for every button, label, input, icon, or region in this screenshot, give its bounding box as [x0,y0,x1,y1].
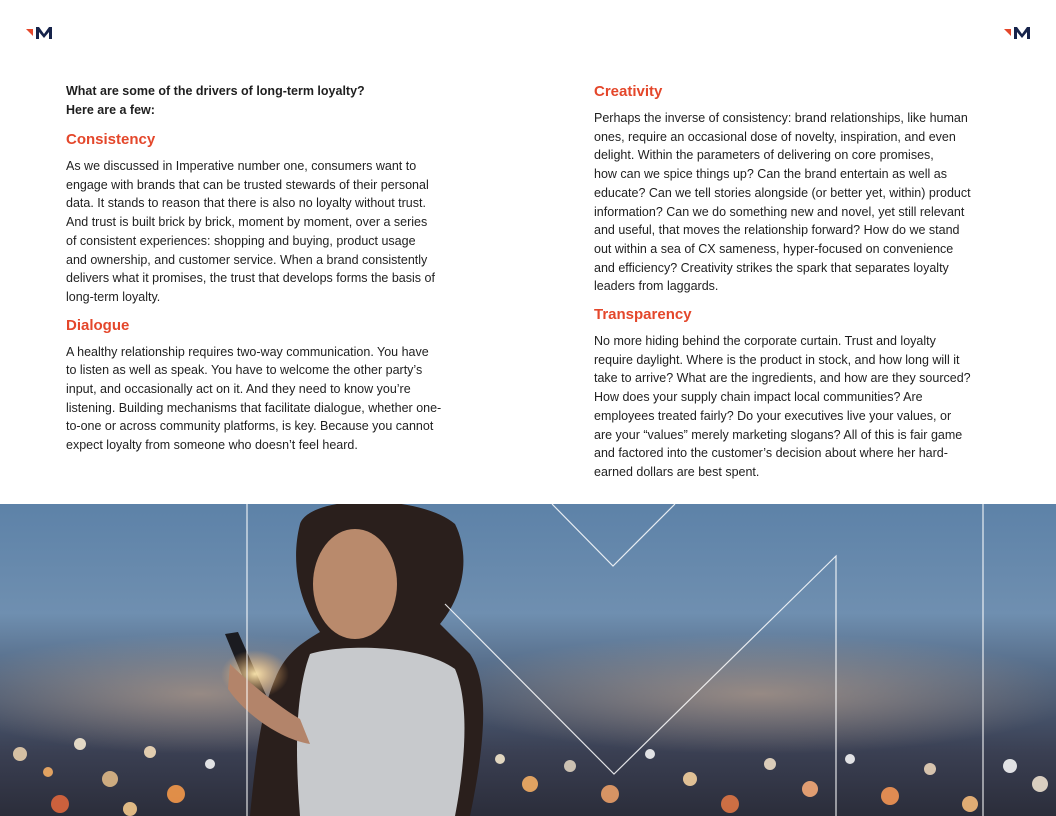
body-line: and factored into the customer’s decision about where her hard- [594,446,948,461]
brand-logo-icon [1004,25,1032,41]
body-line: and ownership, and customer service. When a brand consistently [66,252,428,267]
body-line: delight. Within the parameters of delivering on core promises, [594,148,934,163]
body-line: ones, require an occasional dose of novelty, inspiration, and even [594,129,956,144]
body-line: of consistent experiences: shopping and buying, product usage [66,233,416,248]
body-line: listening. Building mechanisms that facilitate dialogue, whether one- [66,400,442,415]
body-line: to-one or across community platforms, is key. Because you cannot [66,419,434,434]
body-line: to listen as well as speak. You have to welcome the other party’s [66,363,423,378]
section-heading-transparency: Transparency [594,306,692,324]
section-heading-dialogue: Dialogue [66,316,130,334]
brand-logo-right [1004,25,1032,41]
body-line: engage with brands that can be trusted stewards of their personal [66,177,429,192]
body-line: long-term loyalty. [66,289,161,304]
body-line: input, and occasionally act on it. And they need to know you’re [66,382,411,397]
body-line: No more hiding behind the corporate curtain. Trust and loyalty [594,334,936,349]
section-body-consistency [66,157,466,307]
brand-logo-icon [26,25,54,41]
section-body-dialogue [66,343,466,455]
intro-line: Here are a few: [66,103,155,117]
body-line: Perhaps the inverse of consistency: brand relationships, like human [594,111,968,125]
body-line: require daylight. Where is the product in stock, and how long will it [594,352,960,367]
body-line: How does your supply chain impact local communities? Are [594,390,923,405]
section-heading-creativity: Creativity [594,83,663,100]
body-line: information? Can we do something new and novel, yet still relevant [594,204,965,219]
body-line: As we discussed in Imperative number one, consumers want to [66,159,417,173]
body-line: take to arrive? What are the ingredients, and how are they sourced? [594,371,971,386]
right-column [594,82,994,491]
body-line: A healthy relationship requires two-way communication. You have [66,344,429,359]
body-line: delivers what it promises, the trust that develops forms the basis of [66,271,435,286]
section-heading-consistency: Consistency [66,131,156,148]
body-line: And trust is built brick by brick, moment by moment, over a series [66,215,428,230]
brand-logo-left [26,25,54,41]
body-line: how can we spice things up? Can the brand entertain as well as [594,167,947,182]
body-line: educate? Can we tell stories alongside (or better yet, within) product [594,185,971,200]
hero-photo [0,504,1056,816]
body-line: data. It stands to reason that there is also no loyalty without trust. [66,196,426,211]
section-body-creativity [594,109,994,296]
body-line: out within a sea of CX sameness, hyper-focused on convenience [594,241,954,256]
body-line: earned dollars are best spent. [594,464,760,479]
body-line: leaders from laggards. [594,279,719,294]
intro-line: What are some of the drivers of long-term loyalty? [66,84,365,98]
left-column [66,82,466,464]
body-line: and efficiency? Creativity strikes the spark that separates loyalty [594,260,949,275]
body-line: expect loyalty from someone who doesn’t feel heard. [66,438,358,453]
body-line: and useful, that moves the relationship forward? How do we stand [594,223,960,238]
intro-question [66,82,466,120]
body-line: employees treated fairly? Do your executives live your values, or [594,408,952,423]
section-body-transparency [594,332,994,482]
woman-with-phone-city-lights-image [0,504,1056,816]
body-line: are your “values” merely marketing slogans? All of this is fair game [594,427,963,442]
